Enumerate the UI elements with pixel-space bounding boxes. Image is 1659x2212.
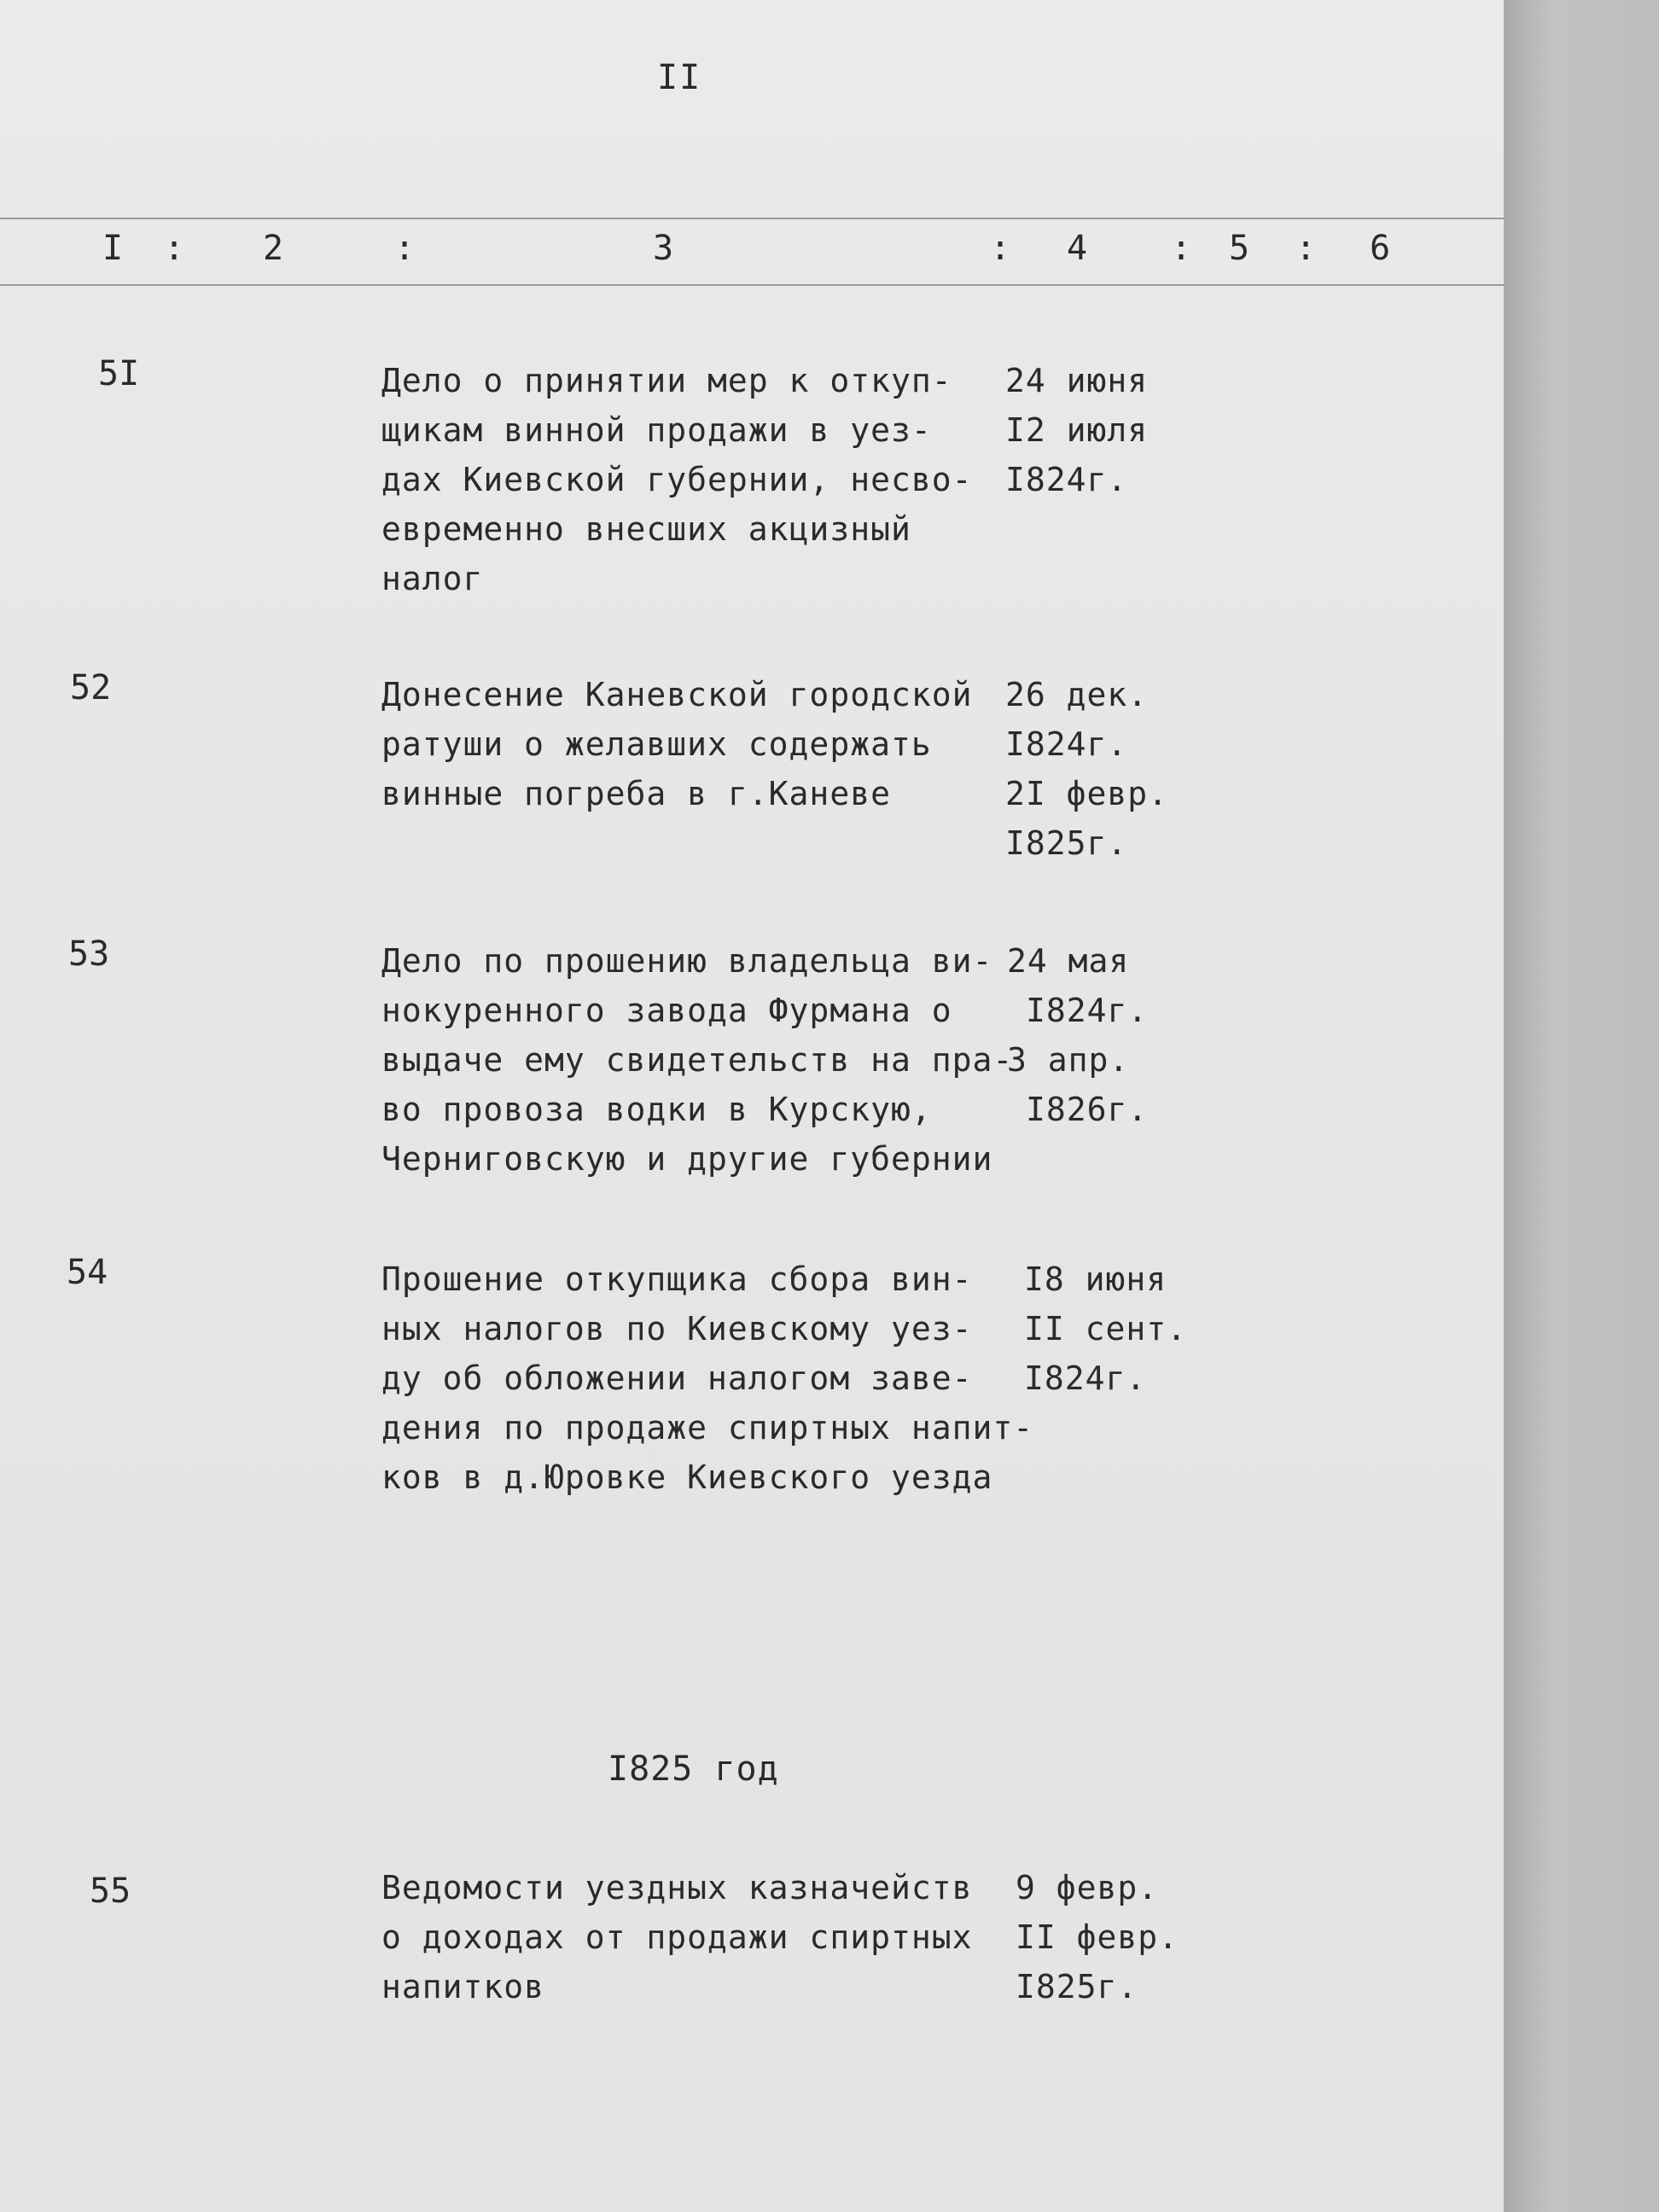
entry-number: 55 (90, 1871, 131, 1911)
description-line: Черниговскую и другие губернии (381, 1140, 993, 1178)
entry-description (381, 1254, 1033, 1502)
column-header-1: I (102, 229, 124, 268)
column-header-2: 2 (263, 229, 284, 268)
entry-description (381, 936, 1013, 1184)
date-line: I2 июля (1005, 411, 1149, 449)
header-rule-top (0, 218, 1504, 219)
description-line: напитков (381, 1968, 545, 2005)
page-number: II (657, 58, 702, 97)
description-line: нокуренного завода Фурмана о (381, 992, 952, 1029)
date-line: I824г. (1024, 1359, 1147, 1397)
column-header-row (0, 229, 1504, 280)
date-line: II февр. (1016, 1918, 1179, 1956)
description-line: налог (381, 560, 484, 597)
description-line: дах Киевской губернии, несво- (381, 461, 973, 498)
entry-dates (1005, 356, 1148, 504)
entry-dates (1005, 670, 1168, 868)
date-line: 26 дек. (1005, 676, 1149, 713)
column-header-6: 6 (1370, 229, 1391, 268)
year-heading: I825 год (608, 1749, 779, 1789)
entry-number: 52 (70, 668, 112, 707)
column-separator: : (1295, 229, 1317, 268)
column-separator: : (394, 229, 416, 268)
description-line: Дело по прошению владельца ви- (381, 942, 993, 980)
date-line: 24 июня (1005, 362, 1149, 399)
column-separator: : (990, 229, 1011, 268)
date-line: I824г. (1005, 725, 1128, 763)
date-line: I826г. (1026, 1091, 1149, 1128)
entry-number: 53 (68, 934, 110, 974)
description-line: винные погреба в г.Каневе (381, 775, 891, 812)
date-line: I8 июня (1024, 1260, 1167, 1298)
column-header-4: 4 (1067, 229, 1088, 268)
description-line: Ведомости уездных казначейств (381, 1869, 973, 1906)
page-edge-shadow (1504, 0, 1659, 2212)
date-line: 24 мая (1007, 942, 1130, 980)
date-line: 3 апр. (1007, 1041, 1130, 1079)
date-line: 2I февр. (1005, 775, 1169, 812)
description-line: выдаче ему свидетельств на пра- (381, 1041, 1014, 1079)
column-header-3: 3 (653, 229, 674, 268)
description-line: ду об обложении налогом заве- (381, 1359, 973, 1397)
date-line: 9 февр. (1016, 1869, 1159, 1906)
entry-description (381, 356, 972, 603)
description-line: дения по продаже спиртных напит- (381, 1409, 1034, 1447)
date-line: I825г. (1016, 1968, 1138, 2005)
entry-description (381, 670, 972, 818)
header-rule-bottom (0, 284, 1504, 286)
entry-dates (1024, 1254, 1187, 1403)
entry-dates (1007, 936, 1148, 1134)
date-line: I825г. (1005, 824, 1128, 862)
description-line: ков в д.Юровке Киевского уезда (381, 1458, 993, 1496)
entry-number: 5I (98, 354, 140, 393)
date-line: II сент. (1024, 1310, 1188, 1348)
description-line: Прошение откупщика сбора вин- (381, 1260, 973, 1298)
column-header-5: 5 (1229, 229, 1250, 268)
description-line: о доходах от продажи спиртных (381, 1918, 973, 1956)
description-line: Дело о принятии мер к откуп- (381, 362, 952, 399)
column-separator: : (164, 229, 185, 268)
column-separator: : (1171, 229, 1192, 268)
entry-number: 54 (67, 1253, 108, 1292)
description-line: ратуши о желавших содержать (381, 725, 932, 763)
description-line: во провоза водки в Курскую, (381, 1091, 932, 1128)
entry-dates (1016, 1863, 1179, 2011)
description-line: Донесение Каневской городской (381, 676, 973, 713)
entry-description (381, 1863, 972, 2011)
date-line: I824г. (1026, 992, 1149, 1029)
date-line: I824г. (1005, 461, 1128, 498)
description-line: евременно внесших акцизный (381, 510, 911, 548)
description-line: щикам винной продажи в уез- (381, 411, 932, 449)
description-line: ных налогов по Киевскому уез- (381, 1310, 973, 1348)
